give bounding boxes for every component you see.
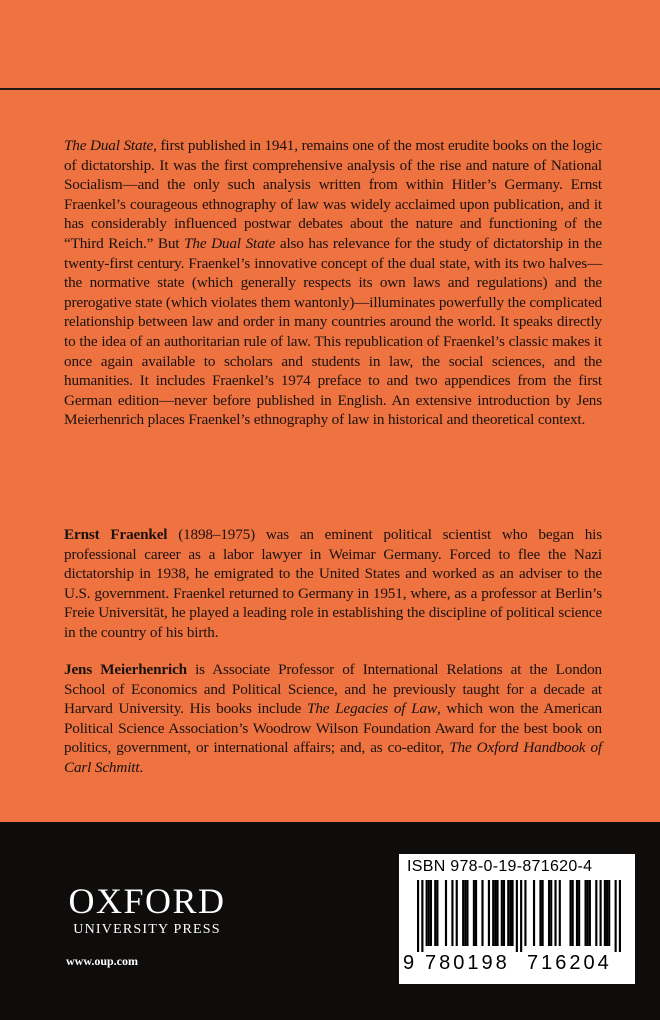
barcode-bar (550, 880, 552, 946)
barcode-bar (539, 880, 541, 946)
publisher-logo (62, 882, 232, 938)
barcode-bar (576, 880, 578, 946)
barcode-bar (488, 880, 490, 946)
barcode-bar (548, 880, 550, 946)
book-title: The Dual State (64, 137, 154, 154)
book-title: The Legacies of Law (307, 700, 437, 718)
barcode-bar (456, 880, 458, 946)
barcode-bar (606, 880, 608, 946)
barcode-bars (417, 880, 621, 952)
barcode-bar (473, 880, 475, 946)
barcode-bar (600, 880, 602, 946)
editor-name: Jens Meierhenrich (64, 661, 187, 678)
editor-bio-meierhenrich: Jens Meierhenrich is Associate Professor of International Relations at the London School of Economics and Political Science, and he previously taught for a decade at Harvard University. His books include The Legacies of Law, which won the American Political Science Association’s Woodrow Wilson Foundation Award for the best book on politics, government, or international affairs; and, as co-editor, The Oxford Handbook of Carl Schmitt. (64, 661, 602, 776)
barcode-bar (589, 880, 591, 946)
barcode-bar (608, 880, 610, 946)
barcode-bar (595, 880, 597, 946)
barcode-bar (436, 880, 438, 946)
barcode-bar (542, 880, 544, 946)
barcode-bar (481, 880, 483, 946)
barcode-bar (511, 880, 513, 946)
barcode-bar (428, 880, 430, 946)
author-name: Ernst Fraenkel (64, 526, 168, 543)
barcode-bar (421, 880, 423, 952)
barcode-bar (462, 880, 464, 946)
barcode-bar (533, 880, 535, 946)
barcode-bar (475, 880, 477, 946)
isbn-label: ISBN 978-0-19-871620-4 (407, 858, 593, 875)
isbn-barcode (399, 854, 635, 984)
barcode-bar (520, 880, 522, 952)
barcode-digits-left: 780198 (425, 952, 510, 974)
barcode-bar (451, 880, 453, 946)
barcode-bar (496, 880, 498, 946)
barcode-bar (569, 880, 571, 946)
barcode-bar (466, 880, 468, 946)
top-rule (0, 88, 660, 90)
barcode-bar (430, 880, 432, 946)
barcode-bar (507, 880, 509, 946)
barcode-bar (578, 880, 580, 946)
barcode-bar (445, 880, 447, 946)
author-bio-fraenkel: Ernst Fraenkel (1898–1975) was an eminent political scientist who began his professional career as a labor lawyer in Weimar Germany. Forced to flee the Nazi dictatorship in 1938, he emigrated to the United States and worked as an adviser to the U.S. government. Fraenkel returned to Germany in 1951, where, as a professor at Berlin’s Freie Universität, he played a leading role in establishing the discipline of political science in the country of his birth. (64, 526, 602, 641)
barcode-bar (559, 880, 561, 946)
publisher-subtitle: UNIVERSITY PRESS (73, 922, 221, 937)
barcode-bar (509, 880, 511, 946)
barcode-bar (434, 880, 436, 946)
publisher-url[interactable]: www.oup.com (66, 954, 139, 968)
footer-band (0, 822, 660, 1020)
barcode-bar (464, 880, 466, 946)
barcode-bar (426, 880, 428, 946)
barcode-bar (584, 880, 586, 946)
barcode-bar (524, 880, 526, 946)
barcode-bar (501, 880, 503, 946)
book-title: The Dual State (184, 234, 276, 252)
barcode-bar (417, 880, 419, 952)
barcode-bar (554, 880, 556, 946)
barcode-digit-lead: 9 (403, 952, 415, 974)
book-description: The Dual State, first published in 1941, remains one of the most erudite books on the logic of dictatorship. It was the first comprehensive analysis of the rise and nature of National Socialism—and the only such analysis written from within Hitler’s Germany. Ernst Fraenkel’s courageous ethnography of law was widely acclaimed upon publication, and it has considerably influenced postwar debates about the nature and functioning of the “Third Reich.” But The Dual State also has relevance for the study of dictatorship in the twenty-first century. Fraenkel’s innovative concept of the dual state, with its two halves—the normative state (which generally respects its own laws and regulations) and the prerogative state (which violates them wantonly)—illuminates powerfully the complicated relationship between law and order in many countries around the world. It speaks directly to the idea of an authoritarian rule of law. This republication of Fraenkel’s classic makes it once again available to scholars and students in law, the social sciences, and the humanities. It includes Fraenkel’s 1974 preface to and two appendices from the first German edition—never before published in English. An extensive introduction by Jens Meierhenrich places Fraenkel’s ethnography of law in historical and theoretical context. (64, 137, 602, 429)
barcode-bar (587, 880, 589, 946)
barcode-digits-right: 716204 (527, 952, 612, 974)
barcode-bar (503, 880, 505, 946)
book-title: The Oxford Handbook of Carl Schmitt (64, 739, 602, 776)
barcode-bar (494, 880, 496, 946)
barcode-bar (492, 880, 494, 946)
barcode-bar (516, 880, 518, 952)
barcode-bar (615, 880, 617, 952)
barcode-bar (619, 880, 621, 952)
barcode-bar (572, 880, 574, 946)
barcode-bar (604, 880, 606, 946)
publisher-name: OXFORD (68, 881, 226, 921)
